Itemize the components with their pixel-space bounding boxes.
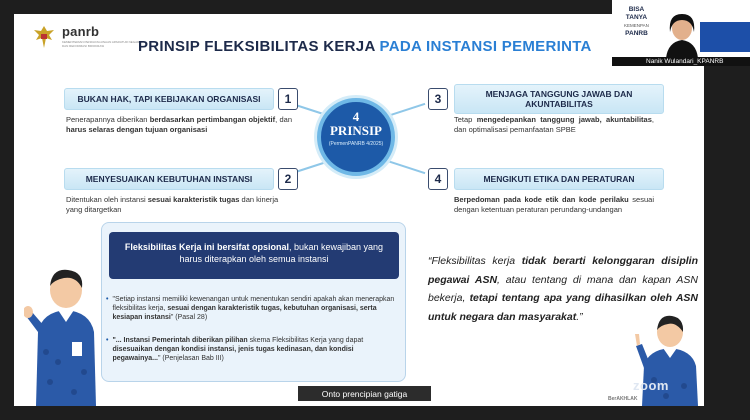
right-margin: [704, 66, 750, 420]
badge-number: 4: [352, 109, 360, 124]
principle-2-desc-run: Ditentukan oleh instansi: [66, 195, 148, 204]
bisa-line4: PANRB: [625, 30, 648, 37]
principle-3-desc: [454, 115, 654, 134]
presentation-slide: [14, 14, 704, 406]
bisa-tanya-logo: [624, 6, 649, 38]
panrb-logo: [32, 24, 142, 50]
principle-1-heading: BUKAN HAK, TAPI KEBIJAKAN ORGANISASI: [64, 88, 274, 110]
principle-3-desc-run: mengedepankan tanggung jawab, akuntabilitas: [476, 115, 652, 124]
principle-1-desc: [66, 115, 292, 134]
quote-run: “Fleksibilitas kerja: [428, 255, 522, 267]
bullet-1-run: " (Pasal 28): [170, 314, 208, 321]
bisa-line3: KEMENPAN: [624, 23, 649, 28]
principle-3-number: 3: [428, 88, 448, 110]
connector-2: [296, 161, 325, 172]
bullet-2: [106, 336, 402, 363]
connector-4: [387, 160, 426, 174]
principle-3-desc-run: , dan optimalisasi pemanfaatan SPBE: [454, 115, 654, 134]
principle-1-desc-run: , dan: [275, 115, 292, 124]
left-character-illustration: [24, 262, 104, 406]
video-background-bar: [700, 22, 750, 52]
participant-avatar-icon: [662, 10, 702, 58]
principle-4-number: 4: [428, 168, 448, 190]
slide-title-part2: PADA INSTANSI PEMERINTA: [379, 38, 592, 55]
principle-4-heading: MENGIKUTI ETIKA DAN PERATURAN: [454, 168, 664, 190]
footer-brand: BerAKHLAK: [608, 396, 638, 402]
bullet-1-run: "Setiap instansi memiliki kewenangan untuk menentukan sendiri apakah akan menerapkan fleksibilitas kerja,: [112, 296, 395, 312]
zoom-watermark: zoom: [633, 378, 669, 393]
bullet-dot-icon: •: [106, 337, 109, 344]
bisa-line2: TANYA: [625, 14, 648, 21]
principle-1-desc-run: harus selaras dengan tujuan organisasi: [66, 124, 208, 134]
garuda-emblem-icon: [32, 24, 56, 50]
participant-name: Nanik Wulandari_KPANRB: [612, 57, 750, 66]
principle-2-desc-run: dan kinerja yang ditargetkan: [66, 195, 279, 214]
badge-word: PRINSIP: [329, 123, 382, 138]
quote-run: .”: [576, 310, 583, 323]
bullet-1-run: sesuai dengan karakteristik tugas, kebutuhan organisasi, serta kesiapan instansi: [112, 305, 377, 321]
principle-1-number: 1: [278, 88, 298, 110]
optional-statement: [109, 232, 399, 279]
optional-bold: Fleksibilitas Kerja ini bersifat opsional: [124, 242, 289, 252]
quote-run: tetapi tentang apa yang dihasilkan oleh ASN untuk negara dan masyarakat: [428, 292, 698, 323]
principle-2-desc: [66, 195, 292, 214]
slide-title-part1: PRINSIP FLEKSIBILITAS KERJA: [138, 38, 380, 55]
principle-1-desc-run: Penerapannya diberikan: [66, 115, 150, 124]
slide-title: [138, 38, 592, 55]
principle-4-desc: [454, 195, 654, 214]
badge-reference: (PermenPANRB 4/2025): [328, 141, 384, 147]
principle-3-desc-run: Tetap: [454, 115, 477, 124]
principle-2-number: 2: [278, 168, 298, 190]
principle-2-heading: MENYESUAIKAN KEBUTUHAN INSTANSI: [64, 168, 274, 190]
principle-1-desc-run: berdasarkan pertimbangan objektif: [149, 115, 276, 124]
bullet-2-run: "... Instansi Pemerintah diberikan pilihan: [112, 337, 248, 344]
four-principles-badge: [317, 98, 395, 176]
principle-4-desc-run: Berpedoman pada kode etik dan kode perilaku: [454, 195, 629, 204]
bullet-dot-icon: •: [106, 296, 109, 303]
connector-3: [387, 103, 426, 117]
bullet-2-run: " (Penjelasan Bab III): [157, 355, 224, 362]
bullet-2-run: skema Fleksibilitas Kerja yang dapat: [247, 337, 364, 344]
bullet-2-run: disesuaikan dengan kondisi instansi, jenis tugas kedinasan, dan kondisi pegawainya...: [112, 346, 354, 362]
brand-subtitle: KEMENTERIAN PENDAYAGUNAAN APARATUR NEGARA DAN REFORMASI BIROKRASI: [62, 40, 142, 48]
bullet-1-text: [112, 295, 402, 322]
quote-run: tidak berarti kelonggaran disiplin pegawai ASN: [428, 255, 698, 286]
bisa-line1: BISA: [628, 6, 645, 13]
optional-rest: , bukan kewajiban yang harus diterapkan oleh semua instansi: [179, 242, 384, 264]
bullet-1: [106, 295, 402, 322]
closed-caption: Onto prencipian gatiga: [298, 386, 431, 401]
brand-name: panrb: [62, 24, 100, 39]
principle-3-heading: MENJAGA TANGGUNG JAWAB DAN AKUNTABILITAS: [454, 84, 664, 114]
principle-2-desc-run: sesuai karakteristik tugas: [147, 195, 240, 204]
quote-run: , atau tentang di mana dan kapan ASN bekerja,: [428, 273, 698, 304]
principle-4-desc-run: sesuai dengan ketentuan peraturan perundang-undangan: [454, 195, 654, 214]
bullet-2-text: [112, 336, 402, 363]
